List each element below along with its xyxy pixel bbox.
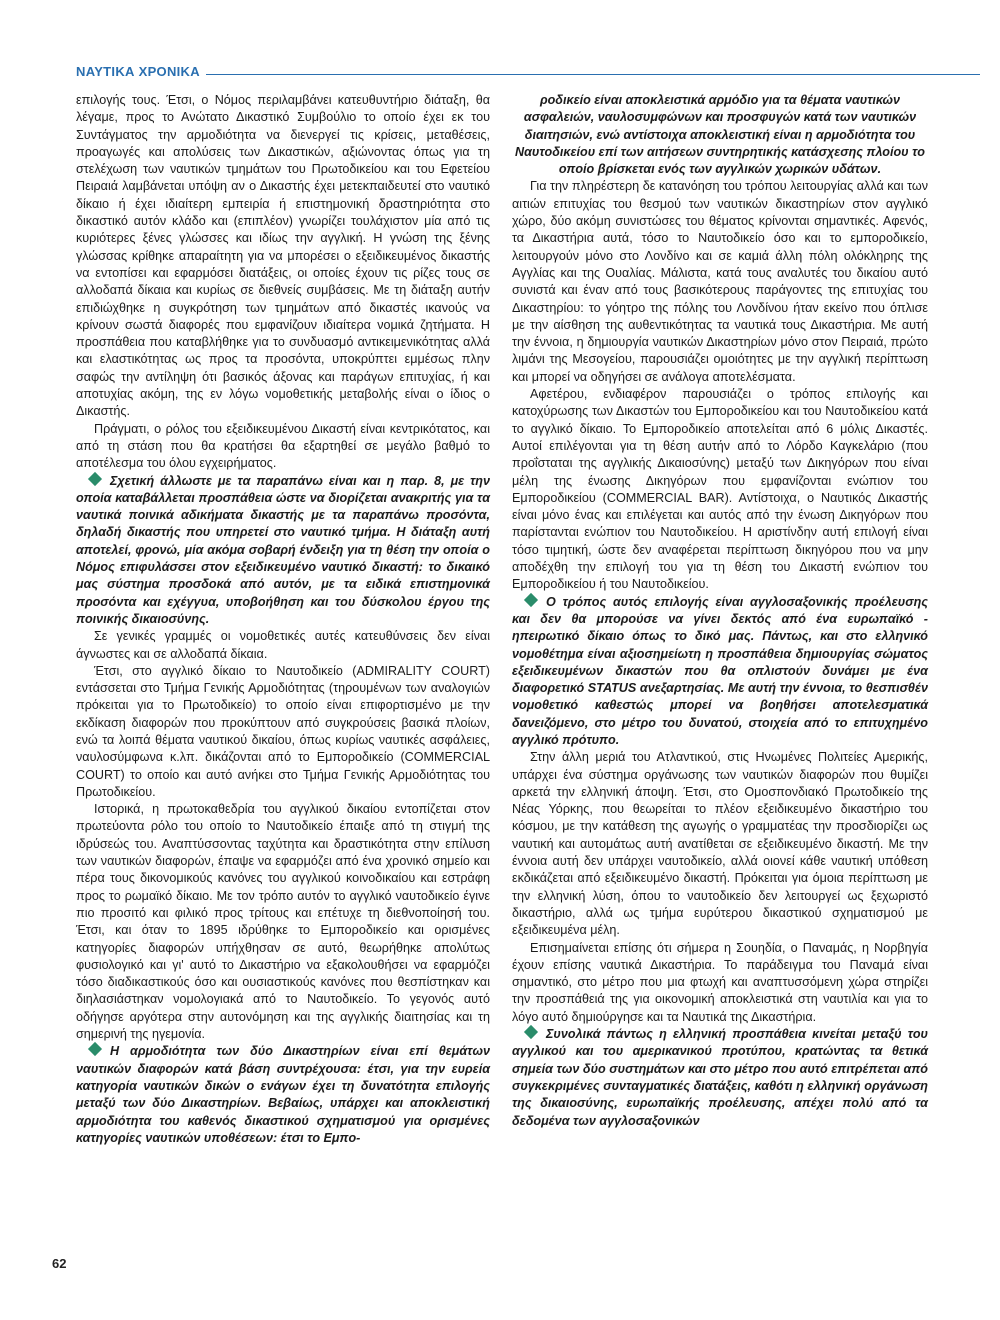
diamond-bullet-icon: [524, 1025, 538, 1039]
highlight-paragraph: [76, 1043, 490, 1147]
paragraph: Ιστορικά, η πρωτοκαθεδρία του αγγλικού δικαίου εντοπίζεται στον πρωτεύοντα ρόλο του οποίο το Ναυτοδικείο έπαιξε από τη στιγμή της ιδρύσεώς του. Αναπτύσσοντας ταχύτητα και δραστικότητα στην επίλυση των ναυτικών διαφορών, έπαψε να εφαρμόζει από ένα χρονικό σημείο και πέρα τους δικονομικούς κανόνες του αγγλικού κοινοδικαίου και εστράφη προς το ρωμαϊκό δίκαιο. Με τον τρόπο αυτόν το αγγλικό ναυτοδικείο έγινε πιο προσιτό και φιλικό προς τρίτους και επέτυχε τη διεθνοποίησή του. Έτσι, και όταν το 1895 ιδρύθηκε το Εμποροδικείο και ορισμένες κατηγορίες διαφορών υπήχθησαν σε αυτό, θεωρήθηκε απολύτως φυσιολογικό και γι' αυτό το Δικαστήριο να εξακολουθήσει να εφαρμόζει τόσο διαδικαστικούς όσο και ουσιαστικούς κανόνες που θεσπίστηκαν και διηλασιάστηκαν νομολογιακά από το Ναυτοδικείο. Το γεγονός αυτό οδήγησε αργότερα στην αυτονόμηση και της αγγλικής διαιτησίας και τη σημερινή της ηγεμονία.: [76, 802, 490, 1042]
paragraph: Αφετέρου, ενδιαφέρον παρουσιάζει ο τρόπος επιλογής και κατοχύρωσης των Δικαστών του Εμποροδικείου και του Ναυτοδικείου κατά το αγγλικό δίκαιο. Το Εμποροδικείο αποτελείται από 6 μόλις Δικαστές. Αυτοί επιλέγονται για τη θέση αυτήν από το Λόρδο Καγκελάριο (που προΐσταται της αγγλικής Δικαιοσύνης) μεταξύ των Δικηγόρων που είναι μέλη της ένωσης Δικηγόρων που εμφανίζονται ενώπιον του Εμποροδικείου (COMMERCIAL BAR). Αντίστοιχα, ο Ναυτικός Δικαστής είναι μόνο ένας και επιλέγεται και αυτός από την ένωση Δικηγόρων που παρίστανται ενώπιον του Ναυτοδικείου. Η αριστίνδην αυτή επιλογή είναι τόσο τιμητική, ώστε δεν αναφέρεται περίπτωση δικηγόρου που να μην αποδέχθη την επιλογή του για τη θέση του Δικαστή ενώπιον του Εμποροδικείου ή του Ναυτοδικείου.: [512, 387, 928, 592]
highlight-text: Σχετική άλλωστε με τα παραπάνω είναι και η παρ. 8, με την οποία καταβάλλεται προσπάθεια ώστε να διορίζεται ανακριτής για τα ναυτικά ποινικά αδικήματα δικαστής με τα παραπάνω προσόντα, δηλαδή δικαστής που υπηρετεί στο ναυτικό τμήμα. Η διάταξη αυτή αποτελεί, φρονώ, μία ακόμα σοβαρή ένδειξη για τη θέση την οποία ο Νόμος επιφυλάσσει στον εξειδικευμένο ναυτικό δικαστή: το δικαικό μας σύστημα προσδοκά από αυτόν, με τα ειδικά επιστημονικά προσόντα και εχέγγυα, υποβοήθηση και του δύσκολου έργου της ποινικής δικαιοσύνης.: [76, 473, 490, 626]
page-number: 62: [52, 1256, 67, 1271]
highlight-paragraph: [76, 473, 490, 629]
paragraph: επιλογής τους. Έτσι, ο Νόμος περιλαμβάνει κατευθυντήριο διάταξη, θα λέγαμε, προς το Ανώτατο Δικαστικό Συμβούλιο το οποίο έχει εκ του Συντάγματος την αρμοδιότητα να διενεργεί τις κρίσεις, μεταθέσεις, προαγωγές και απολύσεις των Δικαστικών, αξιώνοντας όπως για τη στελέχωση των ναυτικών τμημάτων του Πρωτοδικείου και του Εφετείου Πειραιά λαμβάνεται υπόψη αν ο Δικαστής έχει μετεκπαιδευτεί στο ναυτικό δίκαιο ή έχει ιδιαίτερη εμπειρία ή επιστημονική δραστηριότητα στο δικαστικό αυτόν κλάδο και (επιπλέον) γνωρίζει τουλάχιστον μία από τις κυριότερες ξένες γλώσσες και ιδίως την αγγλική. Η γνώση της ξένης γλώσσας κρίθηκε απαραίτητη για να μπορέσει ο εξειδικευμένος δικαστής να εντοπίσει και εφαρμόσει διατάξεις, οι οποίες έχουν τις ρίζες τους σε αλλοδαπά δίκαια και κυρίως σε διεθνείς συμβάσεις. Με τη διάταξη αυτήν επιδιώχθηκε η συγκρότηση των τμημάτων από δικαστές ικανούς να κρίνουν σωστά διαφορές που εμφανίζουν ιδιαίτερα νομικά ζητήματα. Η προσπάθεια που καταβλήθηκε για το συνδυασμό αντικειμενικότητας αλλά και ελαστικότητας ως προς τα προσόντα, υποκρύπτει εμμέσως πλην σαφώς την αντίληψη ότι βασικός άξονας και παράγων επιτυχίας, ή και αποτυχίας ακόμη, της εν λόγω νομοθετικής μεταβολής είναι ο ίδιος ο Δικαστής.: [76, 93, 490, 419]
right-column: [512, 92, 928, 1130]
highlight-paragraph: [512, 594, 928, 750]
paragraph: Πράγματι, ο ρόλος του εξειδικευμένου Δικαστή είναι κεντρικότατος, και από τη στάση που θα κρατήσει θα εξαρτηθεί σε μεγάλο βαθμό το αποτέλεσμα του όλου εγχειρήματος.: [76, 421, 490, 471]
diamond-bullet-icon: [524, 593, 538, 607]
paragraph: Σε γενικές γραμμές οι νομοθετικές αυτές κατευθύνσεις δεν είναι άγνωστες και σε αλλοδαπά δίκαια.: [76, 629, 490, 661]
highlight-text: Η αρμοδιότητα των δύο Δικαστηρίων είναι επί θεμάτων ναυτικών διαφορών κατά βάση συντρέχουσα: έτσι, για την ευρεία κατηγορία ναυτικών δικών ο ενάγων έχει τη δυνατότητα επιλογής μεταξύ των δύο Δικαστηρίων. Βεβαίως, υπάρχει και αποκλειστική αρμοδιότητα του καθενός δικαστικού σχηματισμού για ορισμένες κατηγορίες ναυτικών υποθέσεων: έτσι το Εμπο-: [76, 1044, 490, 1145]
paragraph: Έτσι, στο αγγλικό δίκαιο το Ναυτοδικείο (ADMIRALITY COURT) εντάσσεται στο Τμήμα Γενικής Αρμοδιότητας (τηρουμένων των αναλογιών πρόκειται για το Πρωτοδικείο) το οποίο είναι επιφορτισμένο με την εκδίκαση διαφορών που προκύπτουν από συγκρούσεις βασικά πλοίων, ενώ τα λοιπά θέματα ναυτικού δικαίου, όπως κυρίως ναυτικές ασφάλειες, ναυλοσύμφωνα κ.λπ. δικάζονται από το Εμποροδικείο (COMMERCIAL COURT) το οποίο και αυτό ανήκει στο Τμήμα Γενικής Αρμοδιότητας του Πρωτοδικείου.: [76, 663, 490, 799]
running-header: [76, 62, 980, 84]
paragraph: Για την πληρέστερη δε κατανόηση του τρόπου λειτουργίας αλλά και των αιτιών επιτυχίας του θεσμού των ναυτικών δικαστηρίων στον αγγλικό χώρο, δύο ακόμη συνιστώσες του θέματος κρίνονται σημαντικές. Αφενός, τα Δικαστήρια αυτά, τόσο το Ναυτοδικείο όσο και το εμποροδικείο, λειτουργούν μόνο στο Λονδίνο και σε καμιά άλλη πόλη ολόκληρης της Αγγλίας και της Ουαλίας. Μάλιστα, κατά τους αναλυτές του δικαίου αυτό συνιστά και έναν από τους βασικότερους παράγοντες της επιτυχίας του Δικαστηρίου: το γόητρο της πόλης του Λονδίνου ήταν εκείνο που όπλισε με την αίσθηση της αυθεντικότητας τα ναυτικά τους Δικαστήρια. Με αυτή την έννοια, η δημιουργία ναυτικών Δικαστηρίων μόνο στον Πειραιά, πρώτο λιμάνι της Μεσογείου, παρουσιάζει ομοιότητες με την αγγλική περίπτωση και μπορεί να οδηγήσει σε ανάλογα αποτελέσματα.: [512, 179, 928, 384]
highlight-paragraph: [512, 1026, 928, 1130]
header-rule: [76, 74, 980, 75]
diamond-bullet-icon: [88, 1042, 102, 1056]
diamond-bullet-icon: [88, 471, 102, 485]
left-column: [76, 92, 490, 1147]
highlight-text: Συνολικά πάντως η ελληνική προσπάθεια κινείται μεταξύ του αγγλικού και του αμερικανικού προτύπου, κρατώντας τα θετικά σημεία των δύο συστημάτων και στο μέτρο που αυτό επιτρέπεται από συγκεκριμένες συνταγματικές διατάξεις, καθότι η ελληνική οργάνωση της δικαιοσύνης, ευρωπαϊκής προέλευσης, απέχει πολύ από τα δεδομένα των αγγλοσαξονικών: [512, 1027, 928, 1128]
paragraph: Επισημαίνεται επίσης ότι σήμερα η Σουηδία, ο Παναμάς, η Νορβηγία έχουν επίσης ναυτικά Δικαστήρια. Το παράδειγμα του Παναμά είναι σημαντικό, στο μέτρο που μια φτωχή και αναπτυσσόμενη χώρα στηρίζει την προσπάθειά της για οικονομική αποκλειστικά στη ναυτιλία και για το λόγο αυτό δημιούργησε και τα Ναυτικά της Δικαστήρια.: [512, 940, 928, 1024]
magazine-title: ΝΑΥΤΙΚΑ ΧΡΟΝΙΚΑ: [76, 64, 206, 79]
highlight-paragraph: ροδικείο είναι αποκλειστικά αρμόδιο για τα θέματα ναυτικών ασφαλειών, ναυλοσυμφώνων και προσφυγών κατά των ναυτικών διαιτησιών, ενώ αντίστοιχα αποκλειστική είναι η αρμοδιότητα του Ναυτοδικείου επί των αιτήσεων συντηρητικής κατάσχεσης πλοίου το οποίο βρίσκεται ενός των αγγλικών χωρικών υδάτων.: [515, 93, 925, 177]
highlight-text: Ο τρόπος αυτός επιλογής είναι αγγλοσαξονικής προέλευσης και δεν θα μπορούσε να γίνει δεκτός από ένα ευρωπαϊκό - ηπειρωτικό δίκαιο όπως το δικό μας. Πάντως, και στο ελληνικό νομοθέτημα είναι αξιοσημείωτη η προσπάθεια δημιουργίας σώματος εξειδικευμένων δικαστών που θα οπλιστούν δυνάμει με ένα διαφορετικό STATUS ανεξαρτησίας. Με αυτή την έννοια, το θεσπισθέν νομοθετικό καθεστώς μπορεί να βοηθήσει αποτελεσματικά δανειζόμενο, στο μέτρο του δυνατού, στοιχεία από το επιτυχημένο αγγλικό πρότυπο.: [512, 594, 928, 747]
paragraph: Στην άλλη μεριά του Ατλαντικού, στις Ηνωμένες Πολιτείες Αμερικής, υπάρχει ένα σύστημα οργάνωσης των ναυτικών διαφορών που θυμίζει αρκετά την ελληνική άποψη. Έτσι, στο Ομοσπονδιακό Πρωτοδικείο της Νέας Υόρκης, που θεωρείται το πλέον εξειδικευμένο δικαστήριο του κόσμου, με την κατάθεση της αγωγής ο γραμματέας την προσδιορίζει ως ναυτική και αυτομάτως αυτή ανατίθεται σε εξειδικευμένο δικαστή. Με την έννοια αυτή δεν υπάρχει ναυτοδικείο, αλλά οιονεί κάθε ναυτική υπόθεση εκδικάζεται από εξειδικευμένο δικαστή. Πρόκειται για όμοια περίπτωση με την ελληνική λύση, όπου το ναυτοδικείο δεν λειτουργεί ως ξεχωριστό δικαστήριο, αλλά ως τμήμα ευρύτερου δικαστικού σχηματισμού με εξειδικευμένα μέλη.: [512, 750, 928, 938]
